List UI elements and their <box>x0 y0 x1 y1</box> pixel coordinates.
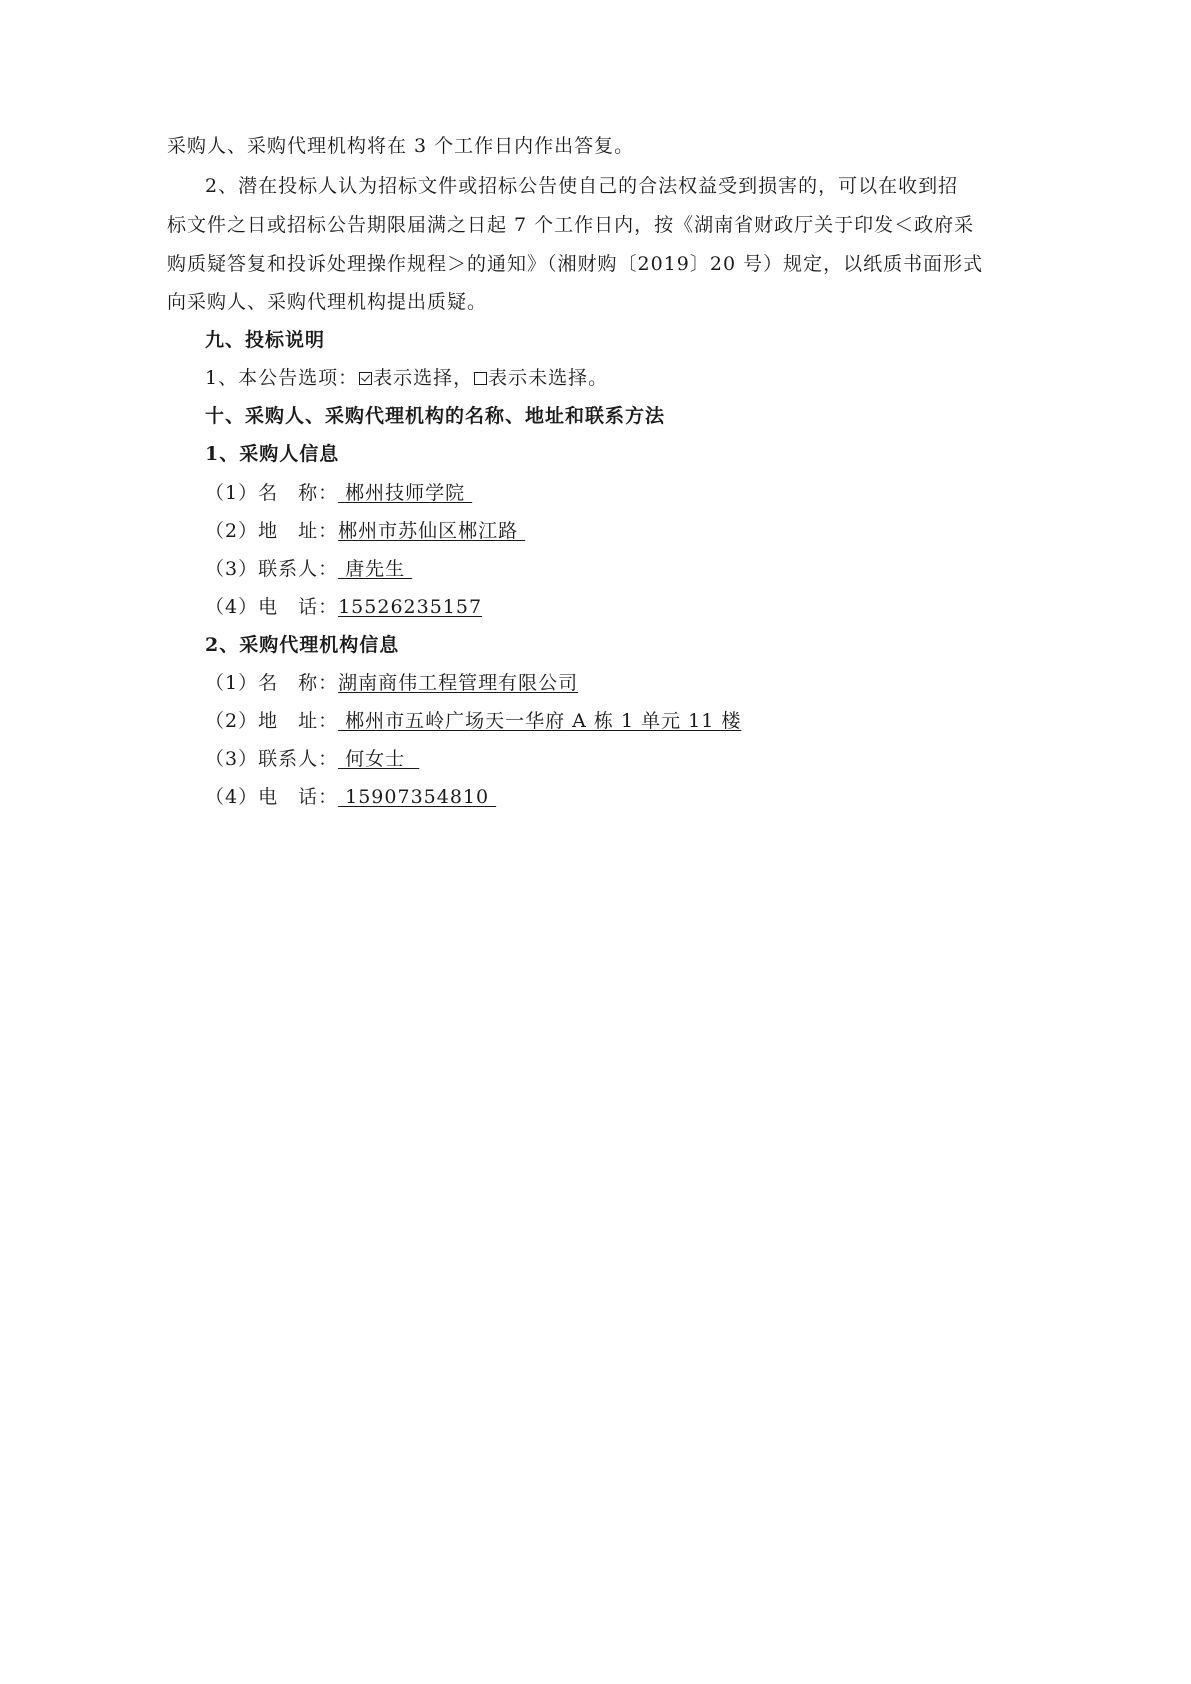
purchaser-phone-value: 15526235157 <box>338 596 483 618</box>
agency-address-value: 郴州市五岭广场天一华府 A 栋 1 单元 11 楼 <box>338 710 742 732</box>
purchaser-contact-row <box>205 557 412 581</box>
agency-phone-row <box>205 785 496 809</box>
unchecked-box-icon <box>474 372 487 385</box>
section-10-heading: 十、采购人、采购代理机构的名称、地址和联系方法 <box>205 405 666 427</box>
unchecked-meaning: 表示未选择。 <box>488 367 609 389</box>
bid-options-legend <box>205 366 608 390</box>
purchaser-phone-row <box>205 595 482 619</box>
agency-phone-value: 15907354810 <box>338 786 497 808</box>
purchaser-address-row <box>205 519 525 543</box>
purchaser-name-value: 郴州技师学院 <box>338 482 473 504</box>
agency-name-value: 湖南商伟工程管理有限公司 <box>338 672 579 694</box>
agency-info-heading: 2、采购代理机构信息 <box>205 634 400 656</box>
purchaser-address-label: （2）地 址： <box>205 520 339 542</box>
paragraph-reply-notice: 采购人、采购代理机构将在 3 个工作日内作出答复。 <box>167 135 635 157</box>
agency-name-label: （1）名 称： <box>205 672 339 694</box>
agency-address-label: （2）地 址： <box>205 710 339 732</box>
agency-contact-value: 何女士 <box>338 748 420 770</box>
purchaser-contact-label: （3）联系人： <box>205 558 339 580</box>
checked-meaning: 表示选择， <box>373 367 474 389</box>
paragraph-challenge-line-2: 标文件之日或招标公告期限届满之日起 7 个工作日内，按《湖南省财政厅关于印发＜政府采 <box>167 214 975 236</box>
purchaser-name-label: （1）名 称： <box>205 482 339 504</box>
section-9-heading: 九、投标说明 <box>205 329 326 351</box>
agency-phone-label: （4）电 话： <box>205 786 339 808</box>
paragraph-challenge-line-3: 购质疑答复和投诉处理操作规程＞的通知》（湘财购〔2019〕20 号）规定，以纸质书面形式 <box>167 253 984 275</box>
purchaser-phone-label: （4）电 话： <box>205 596 339 618</box>
purchaser-contact-value: 唐先生 <box>338 558 413 580</box>
purchaser-address-value: 郴州市苏仙区郴江路 <box>338 520 526 542</box>
paragraph-challenge-line-4: 向采购人、采购代理机构提出质疑。 <box>167 291 488 313</box>
agency-contact-row <box>205 747 419 771</box>
agency-address-row <box>205 709 741 733</box>
bid-options-prefix: 1、本公告选项： <box>205 367 359 389</box>
purchaser-name-row <box>205 481 472 505</box>
checked-box-icon <box>359 372 372 385</box>
agency-contact-label: （3）联系人： <box>205 748 339 770</box>
purchaser-info-heading: 1、采购人信息 <box>205 443 340 465</box>
paragraph-challenge-line-1: 2、潜在投标人认为招标文件或招标公告使自己的合法权益受到损害的，可以在收到招 <box>205 175 959 197</box>
agency-name-row <box>205 671 578 695</box>
